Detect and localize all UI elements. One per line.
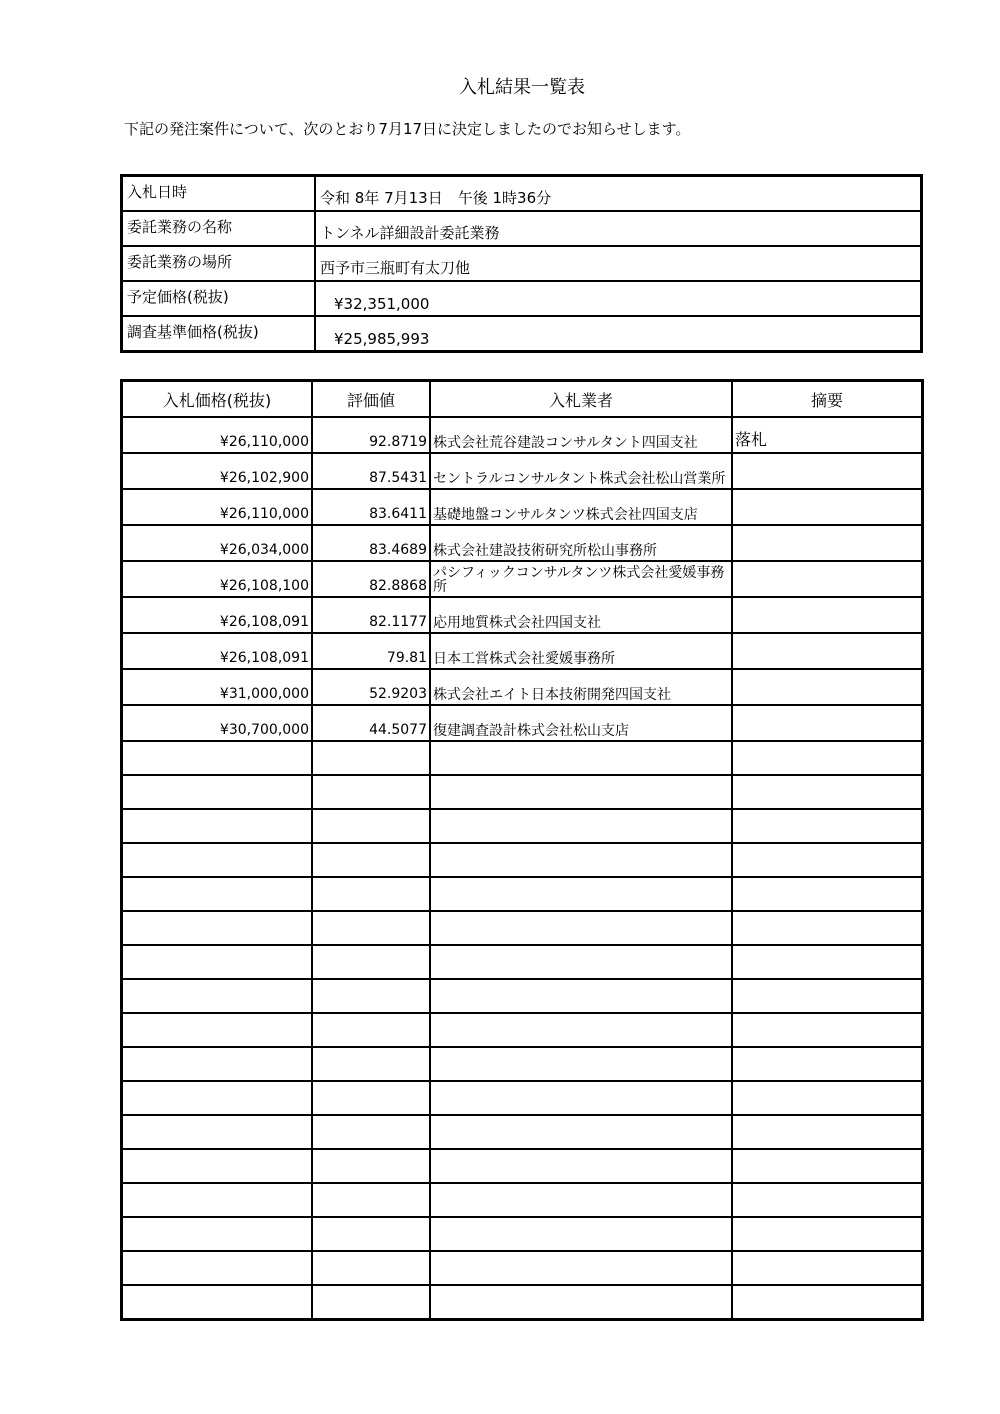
empty-cell bbox=[122, 1251, 313, 1285]
empty-cell bbox=[312, 877, 430, 911]
score-cell: 83.6411 bbox=[312, 489, 430, 525]
empty-cell bbox=[122, 877, 313, 911]
table-row bbox=[122, 633, 923, 669]
empty-cell bbox=[122, 809, 313, 843]
empty-cell bbox=[430, 945, 732, 979]
empty-cell bbox=[312, 1285, 430, 1320]
empty-table-row bbox=[122, 911, 923, 945]
table-row bbox=[122, 489, 923, 525]
empty-table-row bbox=[122, 843, 923, 877]
info-row-work-place bbox=[122, 246, 922, 281]
bid-price-cell: ¥30,700,000 bbox=[122, 705, 313, 741]
empty-cell bbox=[732, 775, 923, 809]
empty-cell bbox=[732, 945, 923, 979]
empty-cell bbox=[312, 1183, 430, 1217]
bid-info-table bbox=[120, 174, 923, 353]
header-price: 入札価格(税抜) bbox=[122, 381, 313, 418]
empty-table-row bbox=[122, 1149, 923, 1183]
empty-cell bbox=[430, 843, 732, 877]
empty-cell bbox=[312, 945, 430, 979]
empty-cell bbox=[312, 1047, 430, 1081]
empty-table-row bbox=[122, 1251, 923, 1285]
work-name-label: 委託業務の名称 bbox=[122, 211, 316, 246]
bidder-cell: 基礎地盤コンサルタンツ株式会社四国支店 bbox=[430, 489, 732, 525]
score-cell: 83.4689 bbox=[312, 525, 430, 561]
empty-cell bbox=[732, 843, 923, 877]
notice-text: 下記の発注案件について、次のとおり7月17日に決定しましたのでお知らせします。 bbox=[124, 120, 691, 138]
empty-cell bbox=[312, 809, 430, 843]
empty-cell bbox=[312, 1115, 430, 1149]
page-title: 入札結果一覧表 bbox=[459, 77, 585, 98]
empty-table-row bbox=[122, 1115, 923, 1149]
empty-cell bbox=[430, 775, 732, 809]
empty-cell bbox=[430, 979, 732, 1013]
empty-cell bbox=[312, 741, 430, 775]
table-row bbox=[122, 417, 923, 453]
empty-cell bbox=[312, 1013, 430, 1047]
bidder-cell: 復建調査設計株式会社松山支店 bbox=[430, 705, 732, 741]
note-cell bbox=[732, 525, 923, 561]
score-cell: 82.8868 bbox=[312, 561, 430, 597]
table-row bbox=[122, 525, 923, 561]
bidder-cell: パシフィックコンサルタンツ株式会社愛媛事務所 bbox=[430, 561, 732, 597]
empty-cell bbox=[732, 1217, 923, 1251]
info-row-survey-price bbox=[122, 316, 922, 352]
empty-cell bbox=[430, 877, 732, 911]
empty-table-row bbox=[122, 809, 923, 843]
empty-cell bbox=[122, 1115, 313, 1149]
empty-cell bbox=[312, 843, 430, 877]
empty-cell bbox=[312, 775, 430, 809]
empty-cell bbox=[122, 843, 313, 877]
empty-table-row bbox=[122, 1047, 923, 1081]
empty-cell bbox=[430, 1013, 732, 1047]
info-row-work-name bbox=[122, 211, 922, 246]
empty-cell bbox=[430, 1183, 732, 1217]
score-cell: 44.5077 bbox=[312, 705, 430, 741]
note-cell bbox=[732, 597, 923, 633]
empty-cell bbox=[732, 911, 923, 945]
note-cell bbox=[732, 705, 923, 741]
planned-price-value: ¥32,351,000 bbox=[315, 281, 922, 316]
empty-cell bbox=[312, 1217, 430, 1251]
info-row-datetime bbox=[122, 176, 922, 212]
bidder-cell: 株式会社エイト日本技術開発四国支社 bbox=[430, 669, 732, 705]
empty-table-row bbox=[122, 1285, 923, 1320]
note-cell bbox=[732, 633, 923, 669]
score-cell: 92.8719 bbox=[312, 417, 430, 453]
empty-cell bbox=[732, 1115, 923, 1149]
note-cell bbox=[732, 669, 923, 705]
work-place-label: 委託業務の場所 bbox=[122, 246, 316, 281]
bidder-cell: 株式会社荒谷建設コンサルタント四国支社 bbox=[430, 417, 732, 453]
header-bidder: 入札業者 bbox=[430, 381, 732, 418]
empty-cell bbox=[430, 1047, 732, 1081]
header-note: 摘要 bbox=[732, 381, 923, 418]
empty-cell bbox=[732, 1285, 923, 1320]
empty-cell bbox=[122, 1285, 313, 1320]
survey-price-label: 調査基準価格(税抜) bbox=[122, 316, 316, 352]
empty-cell bbox=[312, 1081, 430, 1115]
empty-cell bbox=[430, 1081, 732, 1115]
empty-cell bbox=[122, 979, 313, 1013]
bid-price-cell: ¥26,108,091 bbox=[122, 633, 313, 669]
survey-price-value: ¥25,985,993 bbox=[315, 316, 922, 352]
bidder-cell: 株式会社建設技術研究所松山事務所 bbox=[430, 525, 732, 561]
header-score: 評価値 bbox=[312, 381, 430, 418]
table-row bbox=[122, 705, 923, 741]
empty-cell bbox=[732, 1013, 923, 1047]
work-place-value: 西予市三瓶町有太刀他 bbox=[315, 246, 922, 281]
empty-cell bbox=[122, 1149, 313, 1183]
bid-price-cell: ¥26,108,091 bbox=[122, 597, 313, 633]
results-header-row bbox=[122, 381, 923, 418]
table-row bbox=[122, 597, 923, 633]
empty-cell bbox=[122, 1217, 313, 1251]
empty-cell bbox=[430, 741, 732, 775]
empty-cell bbox=[122, 945, 313, 979]
empty-cell bbox=[122, 775, 313, 809]
empty-table-row bbox=[122, 1217, 923, 1251]
note-cell bbox=[732, 489, 923, 525]
empty-cell bbox=[732, 741, 923, 775]
empty-cell bbox=[732, 1047, 923, 1081]
bidder-cell: 応用地質株式会社四国支社 bbox=[430, 597, 732, 633]
bid-datetime-value: 令和 8年 7月13日 午後 1時36分 bbox=[315, 176, 922, 212]
empty-table-row bbox=[122, 1081, 923, 1115]
empty-table-row bbox=[122, 1183, 923, 1217]
empty-cell bbox=[430, 911, 732, 945]
bid-price-cell: ¥26,110,000 bbox=[122, 417, 313, 453]
score-cell: 52.9203 bbox=[312, 669, 430, 705]
empty-cell bbox=[312, 1251, 430, 1285]
bid-datetime-label: 入札日時 bbox=[122, 176, 316, 212]
score-cell: 87.5431 bbox=[312, 453, 430, 489]
empty-cell bbox=[732, 979, 923, 1013]
bid-price-cell: ¥26,102,900 bbox=[122, 453, 313, 489]
bidder-cell: 日本工営株式会社愛媛事務所 bbox=[430, 633, 732, 669]
bid-price-cell: ¥26,034,000 bbox=[122, 525, 313, 561]
empty-cell bbox=[312, 911, 430, 945]
table-row bbox=[122, 453, 923, 489]
bid-price-cell: ¥26,110,000 bbox=[122, 489, 313, 525]
info-row-planned-price bbox=[122, 281, 922, 316]
note-cell: 落札 bbox=[732, 417, 923, 453]
bid-price-cell: ¥31,000,000 bbox=[122, 669, 313, 705]
results-body bbox=[122, 417, 923, 1320]
empty-table-row bbox=[122, 877, 923, 911]
planned-price-label: 予定価格(税抜) bbox=[122, 281, 316, 316]
bid-price-cell: ¥26,108,100 bbox=[122, 561, 313, 597]
bidder-cell: セントラルコンサルタント株式会社松山営業所 bbox=[430, 453, 732, 489]
empty-cell bbox=[430, 809, 732, 843]
empty-cell bbox=[732, 1251, 923, 1285]
empty-cell bbox=[122, 1081, 313, 1115]
empty-cell bbox=[732, 1183, 923, 1217]
empty-cell bbox=[430, 1115, 732, 1149]
empty-cell bbox=[732, 1081, 923, 1115]
score-cell: 82.1177 bbox=[312, 597, 430, 633]
empty-cell bbox=[430, 1217, 732, 1251]
empty-table-row bbox=[122, 945, 923, 979]
empty-cell bbox=[430, 1285, 732, 1320]
table-row bbox=[122, 561, 923, 597]
empty-cell bbox=[430, 1251, 732, 1285]
work-name-value: トンネル詳細設計委託業務 bbox=[315, 211, 922, 246]
empty-cell bbox=[122, 1047, 313, 1081]
empty-table-row bbox=[122, 979, 923, 1013]
empty-cell bbox=[122, 911, 313, 945]
empty-cell bbox=[732, 877, 923, 911]
note-cell bbox=[732, 453, 923, 489]
empty-cell bbox=[732, 1149, 923, 1183]
empty-table-row bbox=[122, 741, 923, 775]
empty-cell bbox=[122, 1183, 313, 1217]
table-row bbox=[122, 669, 923, 705]
note-cell bbox=[732, 561, 923, 597]
empty-table-row bbox=[122, 1013, 923, 1047]
empty-cell bbox=[732, 809, 923, 843]
empty-table-row bbox=[122, 775, 923, 809]
empty-cell bbox=[122, 1013, 313, 1047]
empty-cell bbox=[122, 741, 313, 775]
empty-cell bbox=[312, 979, 430, 1013]
empty-cell bbox=[430, 1149, 732, 1183]
score-cell: 79.81 bbox=[312, 633, 430, 669]
empty-cell bbox=[312, 1149, 430, 1183]
bid-results-table bbox=[120, 379, 924, 1321]
